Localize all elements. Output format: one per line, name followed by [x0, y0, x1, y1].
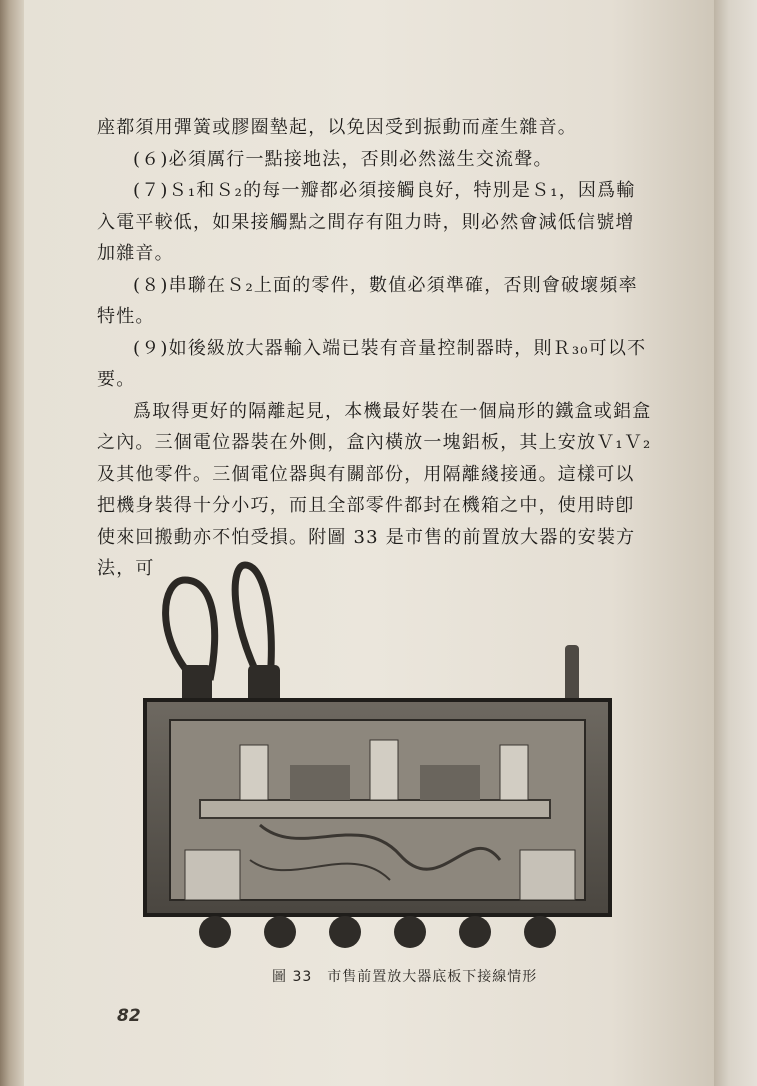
body-text: [97, 112, 653, 585]
book-gutter-left: [0, 0, 24, 1086]
figure-33-photo: [140, 560, 615, 955]
paragraph-item-6: (６)必須厲行一點接地法，否則必然滋生交流聲。: [133, 148, 553, 170]
figure-caption: 圖 33 市售前置放大器底板下接線情形: [272, 969, 538, 985]
page-number: 82: [117, 1006, 141, 1026]
paragraph-isolation: 爲取得更好的隔離起見，本機最好裝在一個扁形的鐵盒或鋁盒之內。三個電位器裝在外側，盒內橫放一塊鋁板，其上安放Ｖ₁Ｖ₂及其他零件。三個電位器與有關部份，用隔離綫接通。這樣可以把機身裝得十分小巧，而且全部零件都封在機箱之中，使用時卽使來回搬動亦不怕受損。附圖 33 是市售的前置放大器的安裝方法，可: [97, 400, 652, 579]
preamplifier-chassis-illustration: [140, 560, 615, 955]
paragraph-item-8: (８)串聯在Ｓ₂上面的零件，數值必須準確，否則會破壞頻率特性。: [97, 274, 638, 327]
paragraph-item-9: (９)如後級放大器輸入端已裝有音量控制器時，則Ｒ₃₀可以不要。: [97, 337, 647, 390]
paragraph-item-7: (７)Ｓ₁和Ｓ₂的每一瓣都必須接觸良好，特別是Ｓ₁，因爲輸入電平較低，如果接觸點之間存有阻力時，則必然會減低信號增加雜音。: [97, 180, 636, 264]
paragraph-continuation: 座都須用彈簧或膠圈墊起，以免因受到振動而產生雜音。: [97, 117, 577, 138]
book-page-edge-right: [714, 0, 757, 1086]
